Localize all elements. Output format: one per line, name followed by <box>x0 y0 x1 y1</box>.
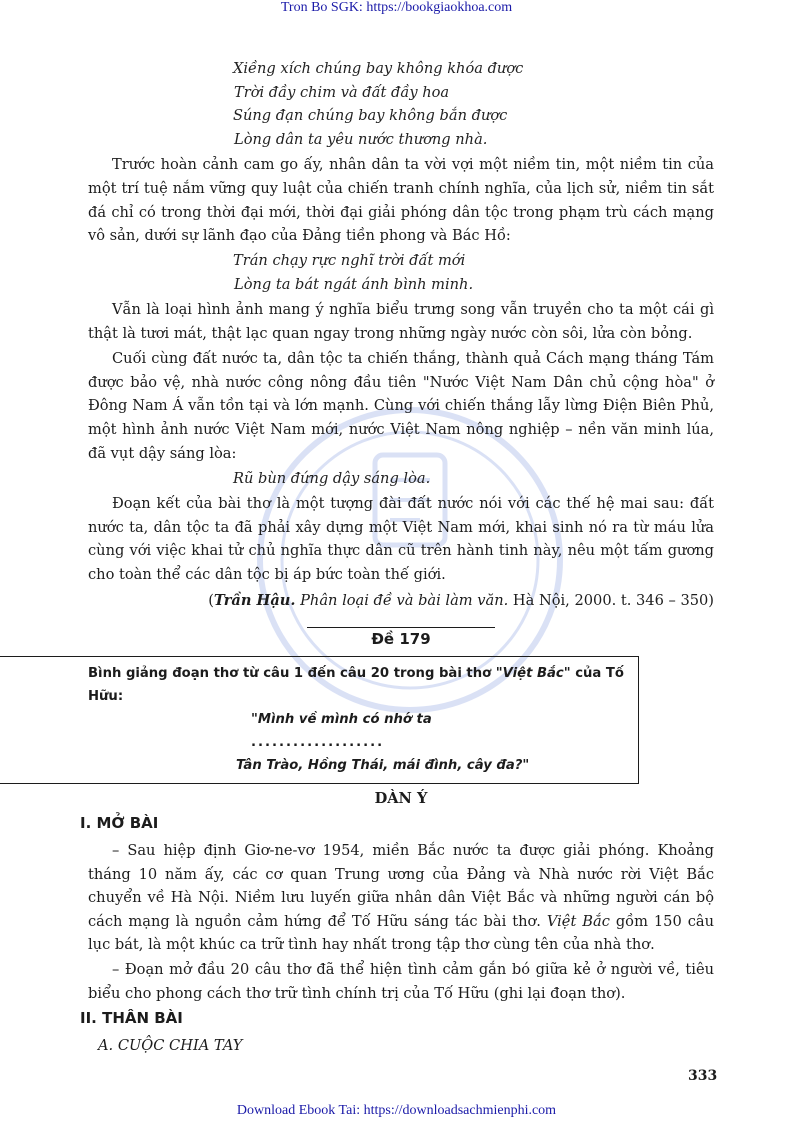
exercise-title: Đề 179 <box>371 630 431 649</box>
divider <box>88 612 714 624</box>
paragraph: Vẫn là loại hình ảnh mang ý nghĩa biểu trưng song vẫn truyền cho ta một cái gì thật là tươi mát, thật lạc quan ngay trong những ngày nước còn sôi, lửa còn bỏng. <box>88 301 714 343</box>
poem-line: Lòng ta bát ngát ánh bình minh. <box>234 275 474 293</box>
citation-author: Trần Hậu. <box>213 591 296 609</box>
poem-line: Rũ bùn đứng dậy sáng lòa. <box>233 469 431 487</box>
poem-line: Súng đạn chúng bay không bắn được <box>233 107 508 125</box>
subsection-heading: A. CUỘC CHIA TAY <box>98 1036 243 1054</box>
poem-line: Trán chạy rực nghĩ trời đất mới <box>233 252 466 270</box>
section-heading: I. MỞ BÀI <box>80 814 159 833</box>
citation-rest: Hà Nội, 2000. t. 346 – 350) <box>512 591 714 609</box>
question-verse-line: "Mình về mình có nhớ ta <box>251 711 432 727</box>
paragraph: – Đoạn mở đầu 20 câu thơ đã thể hiện tình cảm gắn bó giữa kẻ ở người về, tiêu biểu cho phong cách thơ trữ tình chính trị của Tố Hữu (ghi lại đoạn thơ). <box>88 961 714 1002</box>
question-box <box>0 656 639 784</box>
paragraph: Trước hoàn cảnh cam go ấy, nhân dân ta vời vợi một niềm tin, một niềm tin của một trí tuệ nắm vững quy luật của chiến tranh chính nghĩa, của lịch sử, niềm tin sắt đá chỉ có trong thời đại mới, thời đại giải phóng dân tộc trong phạm trù cách mạng vô sản, dưới sự lãnh đạo của Đảng tiền phong và Bác Hồ: <box>88 156 714 245</box>
poem-line: Trời đầy chim và đất đầy hoa <box>234 83 450 101</box>
citation-book: Phân loại đề và bài làm văn. <box>300 591 509 609</box>
footer-link[interactable]: Download Ebook Tai: https://downloadsachmienphi.com <box>236 1103 557 1118</box>
paragraph: – Sau hiệp định Giơ-ne-vơ 1954, miền Bắc nước ta được giải phóng. Khoảng tháng 10 năm ấy, các cơ quan Trung ương của Đảng và Nhà nước rời Việt Bắc chuyển về Hà Nội. Niềm lưu luyến giữa nhân dân Việt Bắc và những người cán bộ cách mạng là nguồn cảm hứng để Tố Hữu sáng tác bài thơ. Việt Bắc gồm 150 câu lục bát, là một khúc ca trữ tình hay nhất trong tập thơ cùng tên của nhà thơ. <box>88 841 714 954</box>
question-verse-line: Tân Trào, Hồng Thái, mái đình, cây đa?" <box>236 757 530 773</box>
poem-block-3 <box>88 467 714 491</box>
section-heading: II. THÂN BÀI <box>80 1009 183 1028</box>
poem-line: Xiềng xích chúng bay không khóa được <box>233 60 524 77</box>
outline-heading: DÀN Ý <box>374 789 428 807</box>
paragraph: Cuối cùng đất nước ta, dân tộc ta chiến thắng, thành quả Cách mạng tháng Tám được bảo vệ, nhà nước công nông đầu tiên "Nước Việt Nam Dân chủ cộng hòa" ở Đông Nam Á vẫn tồn tại và lớn mạnh. Cùng với chiến thắng lẫy lừng Điện Biên Phủ, một hình ảnh nước Việt Nam mới, nước Việt Nam nông nghiệp – nền văn minh lúa, đã vụt dậy sáng lòa: <box>88 350 714 462</box>
header-link[interactable]: Tron Bo SGK: https://bookgiaokhoa.com <box>280 0 513 15</box>
ellipsis-dots: ................... <box>251 734 385 750</box>
citation: (Trần Hậu. Phân loại đề và bài làm văn. Hà Nội, 2000. t. 346 – 350) <box>208 591 714 609</box>
page-number: 333 <box>688 1068 718 1084</box>
page-body <box>80 56 714 1057</box>
question-text: Bình giảng đoạn thơ từ câu 1 đến câu 20 trong bài thơ "Việt Bắc" của Tố Hữu: <box>88 665 624 704</box>
poem-block-1 <box>88 57 714 151</box>
poem-line: Lòng dân ta yêu nước thương nhà. <box>234 130 488 148</box>
paragraph: Đoạn kết của bài thơ là một tượng đài đất nước nói với các thế hệ mai sau: đất nước ta, dân tộc ta đã phải xây dựng một Việt Nam mới, khai sinh nó ra từ máu lửa cùng với việc khai tử chủ nghĩa thực dân cũ trên hành tinh này, nêu một tấm gương cho toàn thể các dân tộc bị áp bức toàn thế giới. <box>88 495 714 583</box>
poem-block-2 <box>88 249 714 296</box>
